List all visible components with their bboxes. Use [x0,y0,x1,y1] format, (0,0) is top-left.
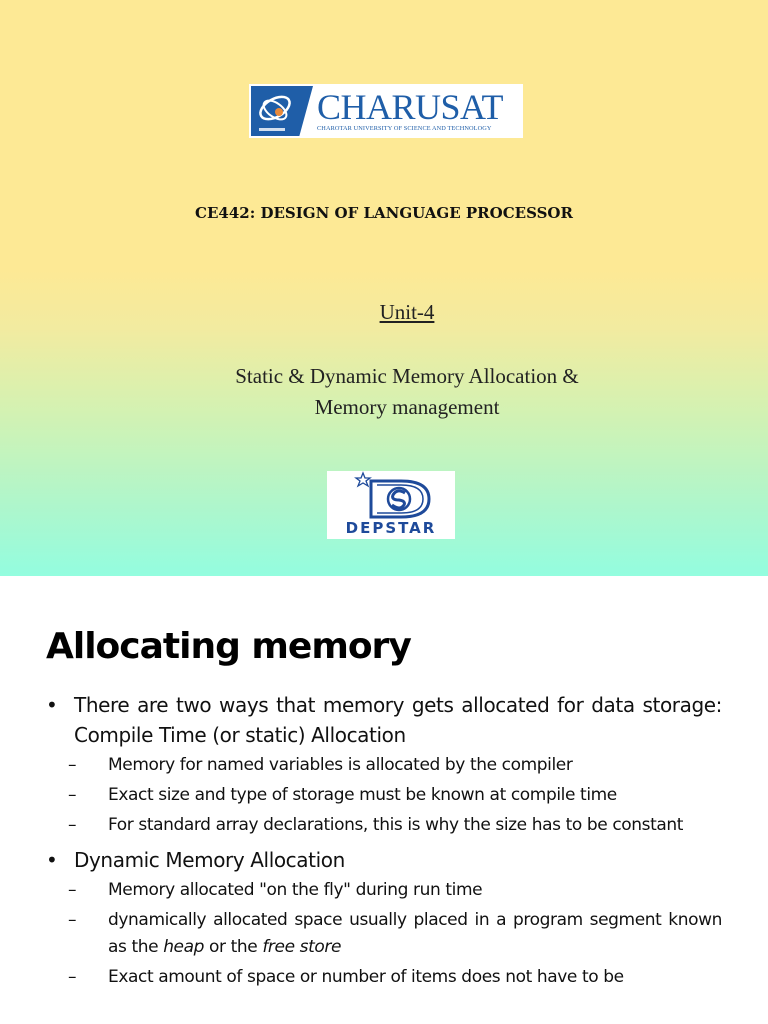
sub-bullet-item [46,812,722,839]
depstar-logo [327,471,455,539]
dash-icon: – [68,880,77,900]
dash-icon: – [68,755,77,775]
charusat-subtitle: CHAROTAR UNIVERSITY OF SCIENCE AND TECHNOLOGY [317,125,492,132]
emphasis-heap: heap [163,937,205,957]
bullet-list [46,690,722,994]
dash-icon: – [68,785,77,805]
course-title: CE442: DESIGN OF LANGUAGE PROCESSOR [195,204,573,222]
unit-label [0,300,768,325]
charusat-name: CHARUSAT [317,87,504,127]
unit-text: Unit-4 [379,300,435,324]
subtitle-line-2: Memory management [314,395,500,419]
slide-heading: Allocating memory [46,626,411,667]
dash-icon: – [68,815,77,835]
dash-icon: – [68,967,77,987]
sub-bullet-text: Exact amount of space or number of items does not have to be [108,967,624,987]
sub-bullet-text: For standard array declarations, this is why the size has to be constant [108,815,684,835]
sub-bullet-item [46,907,722,961]
charusat-logo [249,84,523,138]
sub-bullet-item [46,782,722,809]
sub-bullet-item [46,752,722,779]
bullet-item [46,845,722,875]
sub-bullet-item [46,964,722,991]
content-slide [0,576,768,1024]
sub-bullet-text: Exact size and type of storage must be known at compile time [108,785,617,805]
text-segment: dynamically allocated space usually placed in a program segment known as the [108,910,722,957]
dash-icon: – [68,910,77,930]
bullet-item [46,690,722,750]
sub-bullet-text: Memory allocated "on the fly" during run time [108,880,483,900]
subtitle-line-1: Static & Dynamic Memory Allocation & [235,364,579,388]
bullet-icon: • [46,848,58,872]
slide-subtitle [0,361,768,423]
sub-bullet-item [46,877,722,904]
charusat-emblem-icon [251,86,313,136]
text-segment: or the [204,937,263,957]
bullet-text: Dynamic Memory Allocation [74,848,345,872]
emphasis-free-store: free store [262,937,342,957]
sub-bullet-text [108,910,722,957]
depstar-name: DEPSTAR [345,519,437,537]
depstar-emblem-icon [327,471,455,521]
sub-bullet-text: Memory for named variables is allocated by the compiler [108,755,573,775]
bullet-text: There are two ways that memory gets allocated for data storage: Compile Time (or static) Allocation [74,693,722,747]
bullet-icon: • [46,693,58,717]
